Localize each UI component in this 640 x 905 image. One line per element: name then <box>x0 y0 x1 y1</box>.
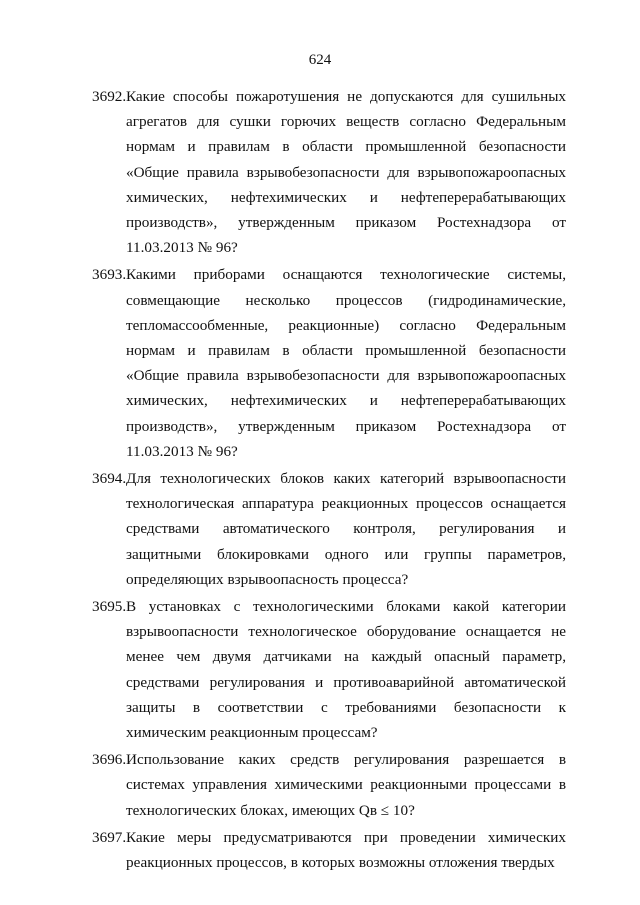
question-text: Использование каких средств регулирования разрешается в системах управления химическими реакционными процессами в технологических блоках, имеющих Qв ≤ 10? <box>126 751 566 819</box>
question-number: 3697. <box>92 828 127 846</box>
question-item <box>92 84 566 260</box>
question-number: 3696. <box>92 751 127 769</box>
question-item <box>92 825 566 875</box>
question-text: Какими приборами оснащаются технологические системы, совмещающие несколько процессов (гидродинамические, тепломассообменные, реакционные) согласно Федеральным нормам и правилам в области промышленной безопасности «Общие правила взрывобезопасности для взрывопожароопасных химических, нефтехимических и нефтеперерабатывающих производств», утвержденным приказом Ростехнадзора от 11.03.2013 № 96? <box>126 266 566 460</box>
question-text: Для технологических блоков каких категорий взрывоопасности технологическая аппаратура реакционных процессов оснащается средствами автоматического контроля, регулирования и защитными блокировками одного или группы параметров, определяющих взрывоопасность процесса? <box>126 470 566 588</box>
question-text: Какие способы пожаротушения не допускаются для сушильных агрегатов для сушки горючих веществ согласно Федеральным нормам и правилам в области промышленной безопасности «Общие правила взрывобезопасности для взрывопожароопасных химических, нефтехимических и нефтеперерабатывающих производств», утвержденным приказом Ростехнадзора от 11.03.2013 № 96? <box>126 88 566 257</box>
question-item <box>92 594 566 745</box>
question-number: 3693. <box>92 266 127 284</box>
page-number: 624 <box>308 52 332 68</box>
question-number: 3694. <box>92 470 127 488</box>
question-number: 3692. <box>92 88 127 105</box>
question-item <box>92 262 566 464</box>
question-list <box>92 84 566 877</box>
question-text: Какие меры предусматриваются при проведении химических реакционных процессов, в которых возможны отложения твердых <box>126 828 566 872</box>
question-item <box>92 466 566 592</box>
question-item <box>92 747 566 823</box>
question-text: В установках с технологическими блоками какой категории взрывоопасности технологическое оборудование оснащается не менее чем двумя датчиками на каждый опасный параметр, средствами регулирования и противоаварийной автоматической защиты в соответствии с требованиями безопасности к химическим реакционным процессам? <box>126 598 566 742</box>
question-number: 3695. <box>92 598 127 616</box>
